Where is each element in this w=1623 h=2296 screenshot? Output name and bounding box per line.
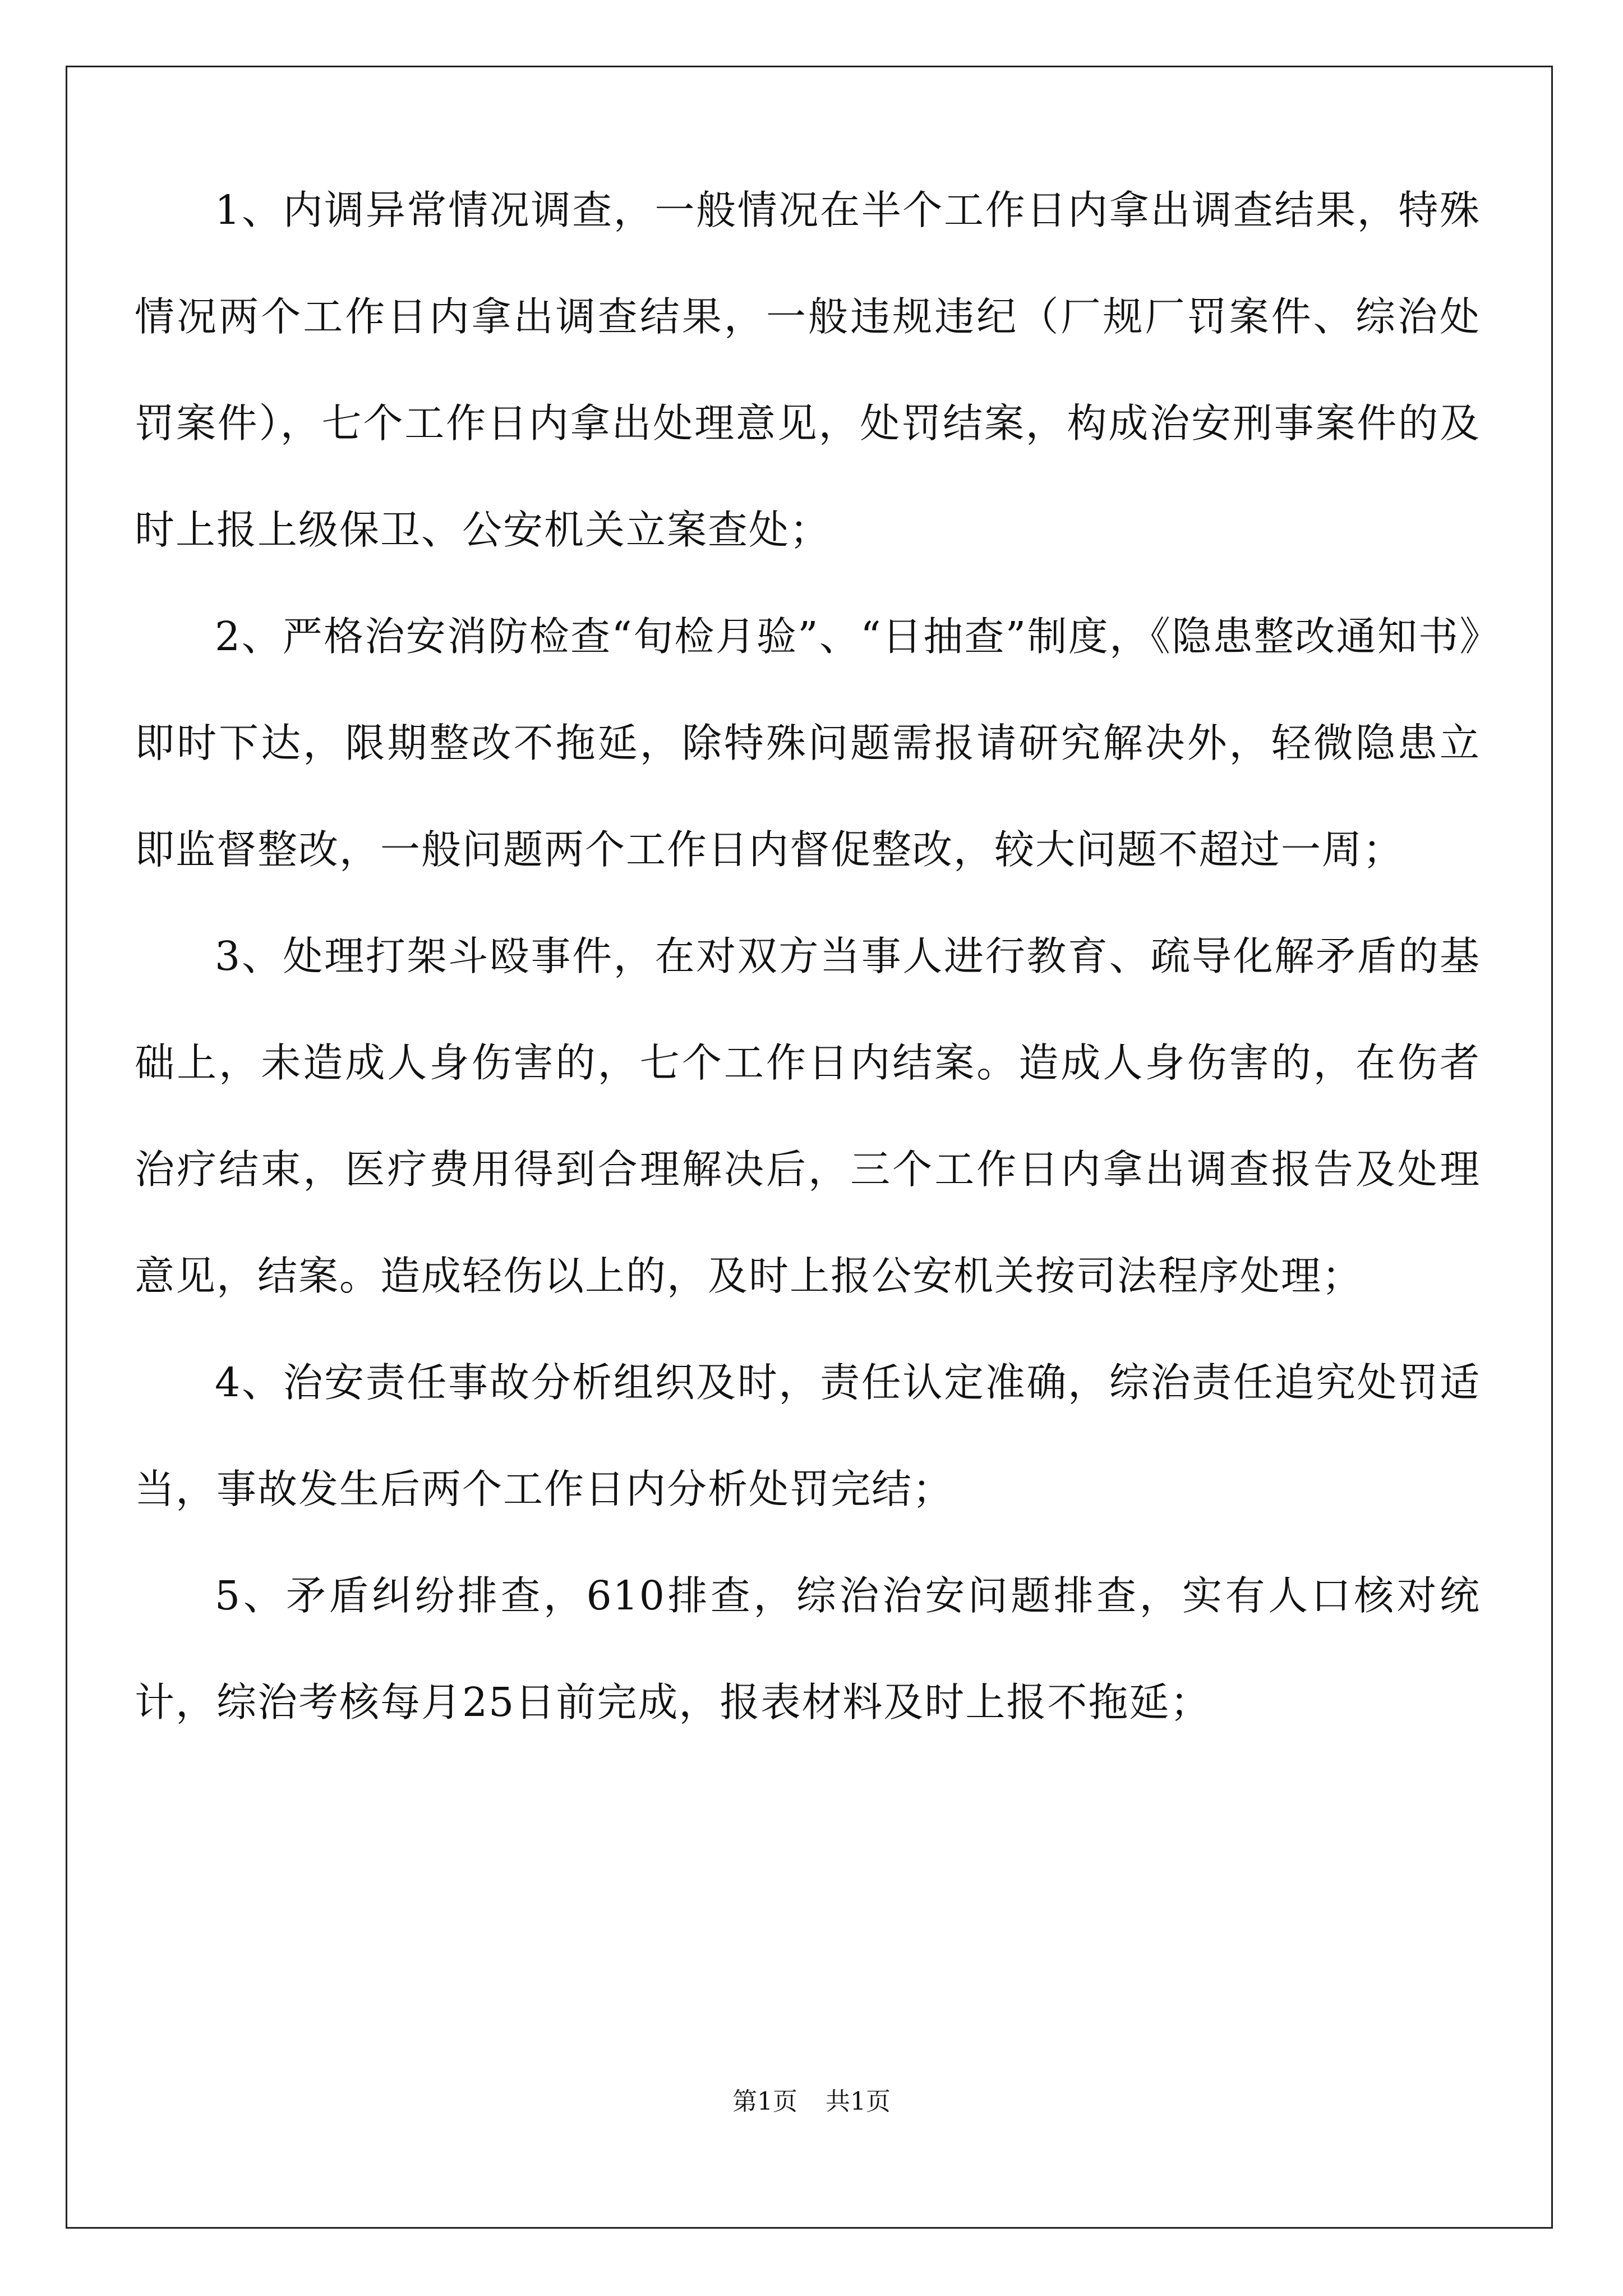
page-number: 第1页: [732, 2087, 797, 2116]
page-total: 共1页: [826, 2087, 891, 2116]
paragraph-2: 2、严格治安消防检查“旬检月验”、“日抽查”制度，《隐患整改通知书》即时下达，限期整改不拖延，除特殊问题需报请研究解决外，轻微隐患立即监督整改，一般问题两个工作日内督促整改，较大问题不超过一周；: [135, 613, 1481, 873]
paragraph-4: 4、治安责任事故分析组织及时，责任认定准确，综治责任追究处罚适当，事故发生后两个工作日内分析处罚完结；: [135, 1359, 1481, 1512]
paragraph-5: 5、矛盾纠纷排查，610排查，综治治安问题排查，实有人口核对统计，综治考核每月25日前完成，报表材料及时上报不拖延；: [135, 1572, 1481, 1726]
page-footer: [0, 2081, 1623, 2117]
paragraph-1: 1、内调异常情况调查，一般情况在半个工作日内拿出调查结果，特殊情况两个工作日内拿出调查结果，一般违规违纪（厂规厂罚案件、综治处罚案件），七个工作日内拿出处理意见，处罚结案，构成治安刑事案件的及时上报上级保卫、公安机关立案查处；: [135, 187, 1481, 553]
document-body: [135, 157, 1481, 1756]
paragraph-3: 3、处理打架斗殴事件，在对双方当事人进行教育、疏导化解矛盾的基础上，未造成人身伤害的，七个工作日内结案。造成人身伤害的，在伤者治疗结束，医疗费用得到合理解决后，三个工作日内拿出调查报告及处理意见，结案。造成轻伤以上的，及时上报公安机关按司法程序处理；: [135, 933, 1481, 1299]
